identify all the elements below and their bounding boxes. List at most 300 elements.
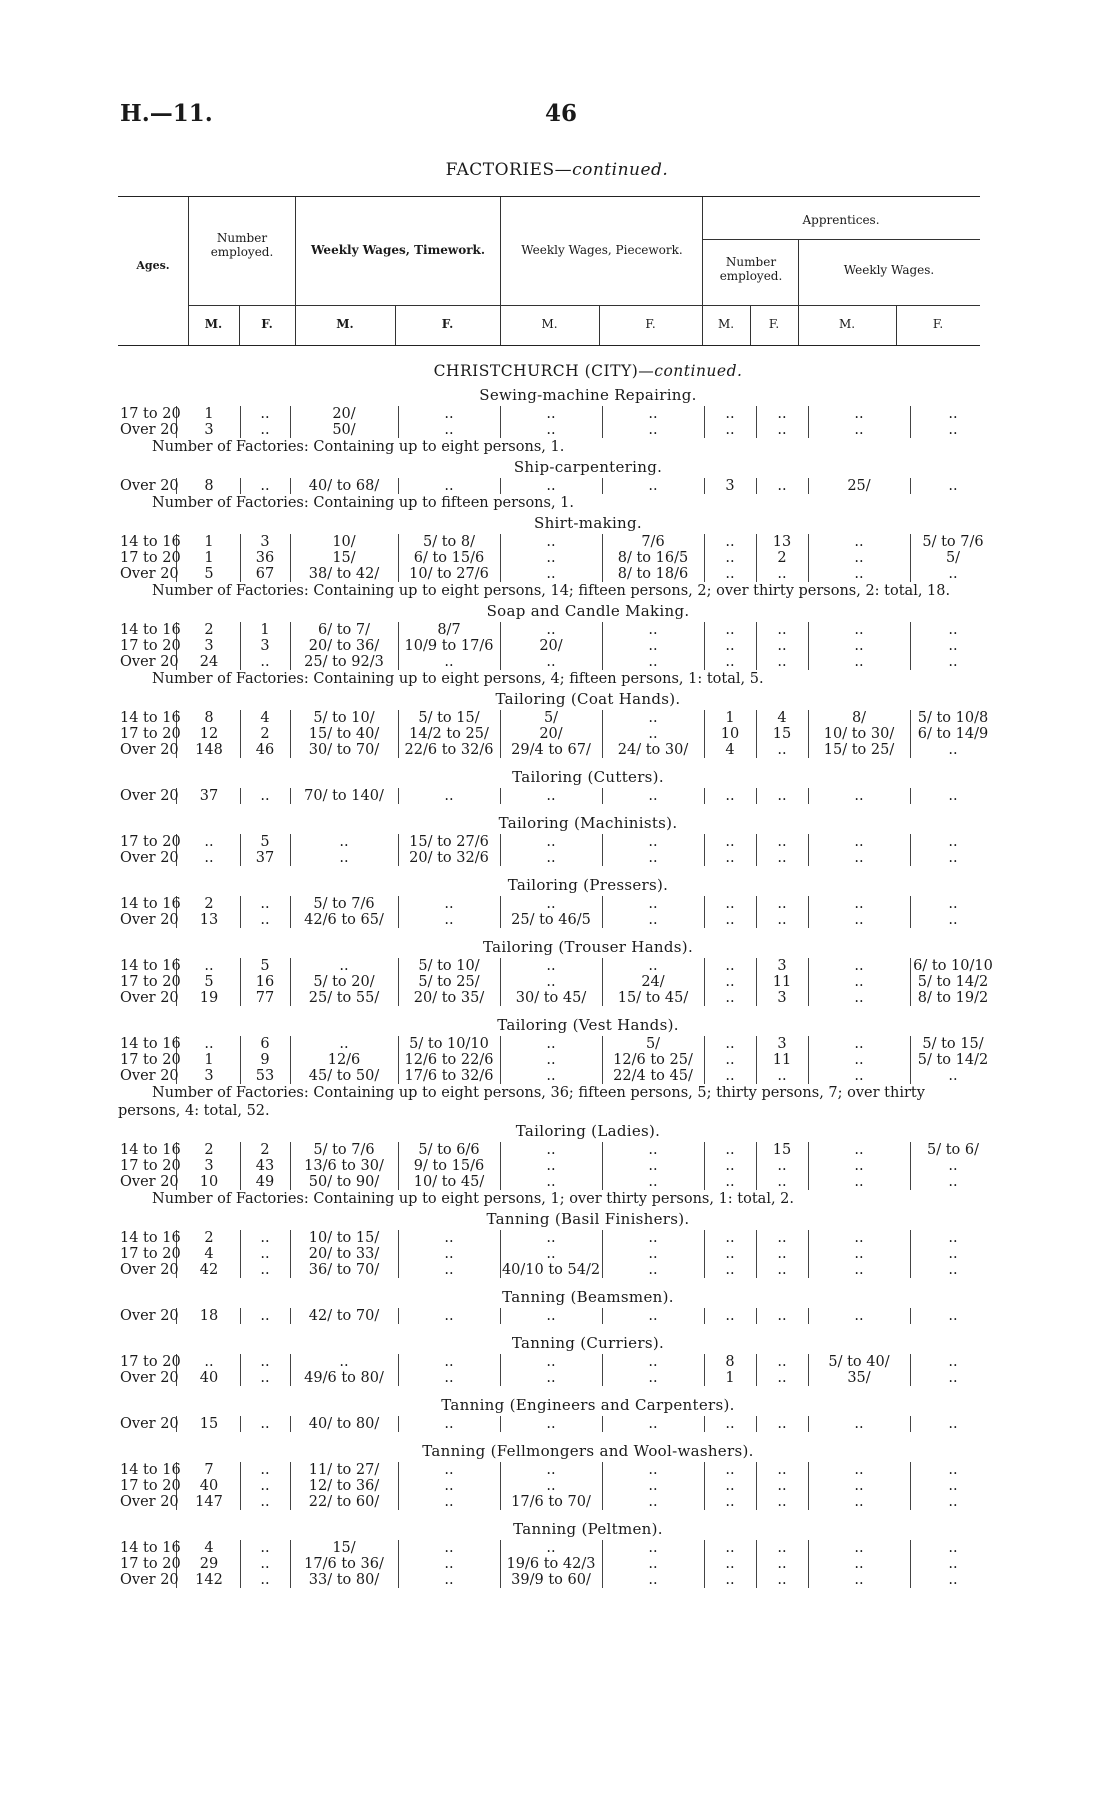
table-cell: .. <box>725 1478 735 1494</box>
table-cell: .. <box>204 850 214 866</box>
table-cell: 29 <box>199 1556 219 1572</box>
trade-heading: Tailoring (Coat Hands). <box>495 690 681 708</box>
table-cell: .. <box>854 1478 864 1494</box>
table-cell: 8/ to 19/2 <box>917 990 989 1006</box>
table-cell: .. <box>948 566 958 582</box>
table-cell: 8 <box>725 1354 735 1370</box>
table-cell: 14 to 16 <box>120 896 181 912</box>
table-cell: 17 to 20 <box>120 1354 181 1370</box>
trade-heading: Tanning (Basil Finishers). <box>486 1210 690 1228</box>
table-cell: 10 <box>720 726 740 742</box>
table-row <box>118 422 998 438</box>
table-cell: .. <box>777 1308 787 1324</box>
table-cell: .. <box>948 406 958 422</box>
table-row <box>118 1246 998 1262</box>
table-cell: 17 to 20 <box>120 1556 181 1572</box>
table-cell: .. <box>648 1540 658 1556</box>
table-cell: 142 <box>195 1572 223 1588</box>
table-cell: .. <box>546 566 556 582</box>
table-cell: .. <box>546 1230 556 1246</box>
table-cell: .. <box>648 478 658 494</box>
table-cell: .. <box>260 1230 270 1246</box>
table-row <box>118 1230 998 1246</box>
page-number: 46 <box>545 100 578 127</box>
table-cell: .. <box>546 1540 556 1556</box>
table-cell: 14 to 16 <box>120 1142 181 1158</box>
table-cell: 17 to 20 <box>120 406 181 422</box>
trade-heading: Tailoring (Ladies). <box>515 1122 661 1140</box>
table-cell: .. <box>948 478 958 494</box>
table-cell: 15 <box>772 726 792 742</box>
table-cell: .. <box>546 1246 556 1262</box>
table-cell: .. <box>854 1142 864 1158</box>
table-cell: .. <box>648 726 658 742</box>
table-cell: Over 20 <box>120 654 179 670</box>
table-row <box>118 638 998 654</box>
table-cell: 3 <box>204 1158 214 1174</box>
factories-note-continued: persons, 4: total, 52. <box>118 1103 270 1119</box>
table-cell: 20/ to 33/ <box>308 1246 380 1262</box>
table-cell: 10/ to 15/ <box>308 1230 380 1246</box>
table-cell: .. <box>260 1478 270 1494</box>
table-row <box>118 990 998 1006</box>
table-row <box>118 406 998 422</box>
table-row <box>118 534 998 550</box>
table-cell: .. <box>725 912 735 928</box>
table-cell: Over 20 <box>120 1370 179 1386</box>
table-cell: 3 <box>204 638 214 654</box>
table-cell: .. <box>444 788 454 804</box>
table-cell: 70/ to 140/ <box>304 788 384 804</box>
table-cell: .. <box>777 622 787 638</box>
table-cell: 5/ <box>645 1036 661 1052</box>
table-cell: .. <box>648 1246 658 1262</box>
table-cell: 8/7 <box>437 622 461 638</box>
table-cell: .. <box>260 1246 270 1262</box>
table-cell: 5/ to 40/ <box>828 1354 890 1370</box>
factories-note: Number of Factories: Containing up to eight persons, 1; over thirty persons, 1: total, 2. <box>152 1191 795 1207</box>
table-cell: 12/ to 36/ <box>308 1478 380 1494</box>
factories-note: Number of Factories: Containing up to fifteen persons, 1. <box>152 495 575 511</box>
table-cell: .. <box>777 1354 787 1370</box>
table-cell: .. <box>546 550 556 566</box>
table-cell: 8/ to 16/5 <box>617 550 689 566</box>
table-row <box>118 566 998 582</box>
table-row <box>118 958 998 974</box>
table-cell: 3 <box>777 958 787 974</box>
table-cell: .. <box>777 406 787 422</box>
table-cell: .. <box>546 478 556 494</box>
table-cell: 5 <box>260 834 270 850</box>
table-cell: 1 <box>260 622 270 638</box>
header-f: F. <box>261 317 273 331</box>
table-cell: 3 <box>204 422 214 438</box>
table-cell: .. <box>725 1308 735 1324</box>
table-cell: 14 to 16 <box>120 1036 181 1052</box>
table-row <box>118 622 998 638</box>
table-row <box>118 1308 998 1324</box>
table-cell: .. <box>648 834 658 850</box>
trade-heading: Tailoring (Cutters). <box>512 768 664 786</box>
table-cell: .. <box>777 638 787 654</box>
table-cell: 5/ to 15/ <box>418 710 480 726</box>
table-cell: .. <box>444 406 454 422</box>
table-cell: .. <box>725 1572 735 1588</box>
table-cell: .. <box>260 1462 270 1478</box>
trade-heading: Tanning (Fellmongers and Wool-washers). <box>422 1442 754 1460</box>
table-cell: 20/ to 36/ <box>308 638 380 654</box>
table-cell: Over 20 <box>120 742 179 758</box>
table-cell: .. <box>777 654 787 670</box>
table-cell: 6/ to 15/6 <box>413 550 485 566</box>
table-cell: .. <box>948 788 958 804</box>
table-cell: 42/ to 70/ <box>308 1308 380 1324</box>
table-cell: .. <box>948 1308 958 1324</box>
table-cell: .. <box>725 1052 735 1068</box>
header-f: F. <box>441 317 454 331</box>
table-cell: 5 <box>204 974 214 990</box>
table-cell: .. <box>854 638 864 654</box>
table-cell: .. <box>854 990 864 1006</box>
table-cell: Over 20 <box>120 478 179 494</box>
table-cell: .. <box>777 1230 787 1246</box>
table-cell: .. <box>204 1354 214 1370</box>
table-cell: .. <box>854 1158 864 1174</box>
table-cell: .. <box>948 622 958 638</box>
table-cell: 12 <box>199 726 219 742</box>
table-cell: 4 <box>777 710 787 726</box>
table-row <box>118 654 998 670</box>
table-cell: .. <box>854 788 864 804</box>
table-cell: .. <box>777 1494 787 1510</box>
table-cell: .. <box>854 1230 864 1246</box>
table-cell: .. <box>725 534 735 550</box>
table-cell: 5/ to 7/6 <box>313 1142 375 1158</box>
table-cell: 5/ to 10/10 <box>409 1036 489 1052</box>
table-cell: .. <box>339 834 349 850</box>
table-cell: 17/6 to 36/ <box>304 1556 384 1572</box>
table-cell: 35/ <box>847 1370 871 1386</box>
table-cell: 10/9 to 17/6 <box>404 638 494 654</box>
table-cell: 2 <box>260 1142 270 1158</box>
table-cell: .. <box>546 534 556 550</box>
table-cell: 7/6 <box>641 534 665 550</box>
table-row <box>118 478 998 494</box>
table-cell: 10/ <box>332 534 356 550</box>
table-cell: 2 <box>204 1142 214 1158</box>
trade-heading: Sewing-machine Repairing. <box>479 386 697 404</box>
table-cell: .. <box>948 1540 958 1556</box>
table-cell: 5/ to 20/ <box>313 974 375 990</box>
table-cell: .. <box>777 742 787 758</box>
table-row <box>118 1540 998 1556</box>
table-cell: 15/ <box>332 550 356 566</box>
trade-heading: Tailoring (Pressers). <box>507 876 669 894</box>
table-cell: 30/ to 70/ <box>308 742 380 758</box>
table-cell: 10/ to 45/ <box>413 1174 485 1190</box>
table-cell: 9 <box>260 1052 270 1068</box>
table-cell: .. <box>648 654 658 670</box>
table-cell: 12/6 to 25/ <box>613 1052 693 1068</box>
table-row <box>118 1556 998 1572</box>
table-cell: 5/ to 10/ <box>418 958 480 974</box>
table-cell: 1 <box>725 1370 735 1386</box>
table-cell: 19 <box>199 990 219 1006</box>
table-cell: 15/ to 40/ <box>308 726 380 742</box>
table-cell: 45/ to 50/ <box>308 1068 380 1084</box>
table-cell: .. <box>854 912 864 928</box>
table-cell: 2 <box>260 726 270 742</box>
table-cell: 46 <box>255 742 275 758</box>
table-cell: .. <box>648 1262 658 1278</box>
table-cell: .. <box>777 834 787 850</box>
table-cell: 5/ to 8/ <box>423 534 475 550</box>
table-cell: 14 to 16 <box>120 1230 181 1246</box>
table-cell: .. <box>444 422 454 438</box>
table-cell: 15/ <box>332 1540 356 1556</box>
table-cell: 17 to 20 <box>120 1052 181 1068</box>
table-cell: 67 <box>255 566 275 582</box>
table-cell: 2 <box>777 550 787 566</box>
table-cell: .. <box>648 896 658 912</box>
table-cell: 5/ to 15/ <box>922 1036 984 1052</box>
table-cell: 25/ to 92/3 <box>304 654 384 670</box>
table-cell: .. <box>648 958 658 974</box>
table-cell: .. <box>260 788 270 804</box>
table-cell: .. <box>546 654 556 670</box>
table-cell: .. <box>260 478 270 494</box>
trade-heading: Tanning (Peltmen). <box>513 1520 663 1538</box>
table-cell: .. <box>648 1556 658 1572</box>
trade-heading: Tanning (Curriers). <box>511 1334 665 1352</box>
table-cell: .. <box>648 422 658 438</box>
table-cell: .. <box>725 896 735 912</box>
table-cell: 14 to 16 <box>120 958 181 974</box>
table-cell: .. <box>725 406 735 422</box>
table-cell: .. <box>777 788 787 804</box>
table-cell: .. <box>648 1142 658 1158</box>
table-cell: .. <box>648 1354 658 1370</box>
table-cell: Over 20 <box>120 912 179 928</box>
table-cell: .. <box>725 1158 735 1174</box>
page-title: FACTORIES—continued. <box>445 160 669 180</box>
table-cell: Over 20 <box>120 1572 179 1588</box>
table-cell: 3 <box>260 534 270 550</box>
table-cell: 3 <box>777 1036 787 1052</box>
table-cell: .. <box>948 654 958 670</box>
table-cell: 49/6 to 80/ <box>304 1370 384 1386</box>
table-cell: .. <box>546 974 556 990</box>
table-cell: 15/ to 25/ <box>823 742 895 758</box>
table-cell: 37 <box>255 850 275 866</box>
table-cell: 40/ to 80/ <box>308 1416 380 1432</box>
table-row <box>118 1158 998 1174</box>
table-row <box>118 912 998 928</box>
table-cell: .. <box>204 834 214 850</box>
table-cell: 5/ to 7/6 <box>922 534 984 550</box>
table-cell: .. <box>854 550 864 566</box>
table-cell: .. <box>546 1478 556 1494</box>
table-cell: 5/ to 6/ <box>927 1142 979 1158</box>
trade-heading: Ship-carpentering. <box>513 458 663 476</box>
table-cell: .. <box>546 1308 556 1324</box>
table-cell: .. <box>854 1068 864 1084</box>
table-cell: .. <box>444 1370 454 1386</box>
table-cell: .. <box>546 788 556 804</box>
table-row <box>118 1354 998 1370</box>
table-cell: 16 <box>255 974 275 990</box>
table-row <box>118 742 998 758</box>
table-cell: .. <box>725 638 735 654</box>
table-cell: 14 to 16 <box>120 622 181 638</box>
table-cell: .. <box>725 1230 735 1246</box>
table-cell: 37 <box>199 788 219 804</box>
table-cell: 1 <box>204 550 214 566</box>
table-cell: 20/ to 35/ <box>413 990 485 1006</box>
table-cell: 8 <box>204 478 214 494</box>
table-cell: 17/6 to 70/ <box>511 1494 591 1510</box>
table-cell: .. <box>260 1262 270 1278</box>
table-cell: .. <box>546 834 556 850</box>
table-cell: 25/ to 55/ <box>308 990 380 1006</box>
table-cell: .. <box>339 850 349 866</box>
table-cell: 36/ to 70/ <box>308 1262 380 1278</box>
table-row <box>118 1174 998 1190</box>
table-cell: .. <box>948 1370 958 1386</box>
table-cell: 11/ to 27/ <box>308 1462 380 1478</box>
table-cell: 30/ to 45/ <box>515 990 587 1006</box>
table-cell: .. <box>777 1068 787 1084</box>
table-row <box>118 1494 998 1510</box>
table-cell: 50/ <box>332 422 356 438</box>
table-cell: .. <box>444 1354 454 1370</box>
table-cell: .. <box>948 1478 958 1494</box>
table-cell: 4 <box>204 1246 214 1262</box>
table-cell: .. <box>948 422 958 438</box>
table-cell: .. <box>444 654 454 670</box>
table-cell: .. <box>777 1174 787 1190</box>
table-cell: 24/ <box>641 974 665 990</box>
table-cell: 10/ to 30/ <box>823 726 895 742</box>
table-cell: .. <box>444 1262 454 1278</box>
table-cell: .. <box>777 1246 787 1262</box>
table-cell: .. <box>948 1494 958 1510</box>
table-cell: .. <box>725 422 735 438</box>
table-cell: .. <box>725 974 735 990</box>
table-cell: .. <box>854 534 864 550</box>
header-m: M. <box>541 317 558 331</box>
table-cell: .. <box>854 958 864 974</box>
table-cell: .. <box>777 1262 787 1278</box>
table-cell: .. <box>854 1308 864 1324</box>
table-cell: .. <box>725 1540 735 1556</box>
table-cell: 5/ to 14/2 <box>917 1052 989 1068</box>
table-cell: .. <box>444 912 454 928</box>
table-cell: Over 20 <box>120 1262 179 1278</box>
table-cell: 20/ <box>539 638 563 654</box>
table-cell: .. <box>948 1230 958 1246</box>
table-cell: 13 <box>772 534 792 550</box>
table-row <box>118 550 998 566</box>
table-cell: .. <box>777 1540 787 1556</box>
table-cell: .. <box>444 1556 454 1572</box>
table-cell: .. <box>725 550 735 566</box>
table-cell: 42 <box>199 1262 219 1278</box>
table-cell: .. <box>648 622 658 638</box>
table-row <box>118 1036 998 1052</box>
table-cell: 3 <box>725 478 735 494</box>
table-cell: .. <box>260 1370 270 1386</box>
table-cell: 17 to 20 <box>120 726 181 742</box>
table-cell: .. <box>648 788 658 804</box>
table-cell: .. <box>948 1068 958 1084</box>
table-cell: 40 <box>199 1478 219 1494</box>
table-cell: 20/ <box>332 406 356 422</box>
table-cell: .. <box>854 1052 864 1068</box>
table-cell: .. <box>725 1142 735 1158</box>
table-cell: 53 <box>255 1068 275 1084</box>
table-cell: 10 <box>199 1174 219 1190</box>
table-cell: 5/ to 10/8 <box>917 710 989 726</box>
table-cell: 14 to 16 <box>120 710 181 726</box>
table-cell: .. <box>444 1478 454 1494</box>
table-cell: .. <box>777 912 787 928</box>
table-cell: .. <box>444 1246 454 1262</box>
table-body <box>118 358 998 1596</box>
table-cell: .. <box>725 834 735 850</box>
table-cell: .. <box>648 1230 658 1246</box>
table-cell: .. <box>948 896 958 912</box>
table-cell: 12/6 <box>327 1052 361 1068</box>
table-cell: .. <box>948 742 958 758</box>
table-cell: .. <box>339 1036 349 1052</box>
table-cell: 5/ to 25/ <box>418 974 480 990</box>
table-header <box>118 196 980 346</box>
table-row <box>118 974 998 990</box>
table-cell: 5/ to 14/2 <box>917 974 989 990</box>
trade-heading: Soap and Candle Making. <box>486 602 690 620</box>
table-cell: .. <box>648 1462 658 1478</box>
table-cell: Over 20 <box>120 1068 179 1084</box>
factories-note: Number of Factories: Containing up to eight persons, 1. <box>152 439 565 455</box>
table-cell: .. <box>948 1158 958 1174</box>
table-cell: .. <box>777 1416 787 1432</box>
table-row <box>118 1262 998 1278</box>
table-cell: .. <box>854 1540 864 1556</box>
table-cell: 15/ to 45/ <box>617 990 689 1006</box>
table-cell: .. <box>444 1540 454 1556</box>
table-cell: .. <box>546 1068 556 1084</box>
table-row <box>118 710 998 726</box>
table-cell: .. <box>546 1462 556 1478</box>
table-cell: .. <box>725 654 735 670</box>
table-cell: .. <box>948 1246 958 1262</box>
table-row <box>118 726 998 742</box>
table-cell: .. <box>725 788 735 804</box>
table-cell: 5/ <box>543 710 559 726</box>
table-cell: 5/ to 7/6 <box>313 896 375 912</box>
header-m: M. <box>838 317 856 331</box>
table-cell: .. <box>777 422 787 438</box>
table-cell: 10/ to 27/6 <box>409 566 489 582</box>
table-cell: .. <box>260 1540 270 1556</box>
table-cell: .. <box>546 422 556 438</box>
table-row <box>118 1052 998 1068</box>
table-cell: 1 <box>204 534 214 550</box>
table-cell: 17 to 20 <box>120 550 181 566</box>
table-cell: .. <box>854 406 864 422</box>
table-cell: 15 <box>772 1142 792 1158</box>
